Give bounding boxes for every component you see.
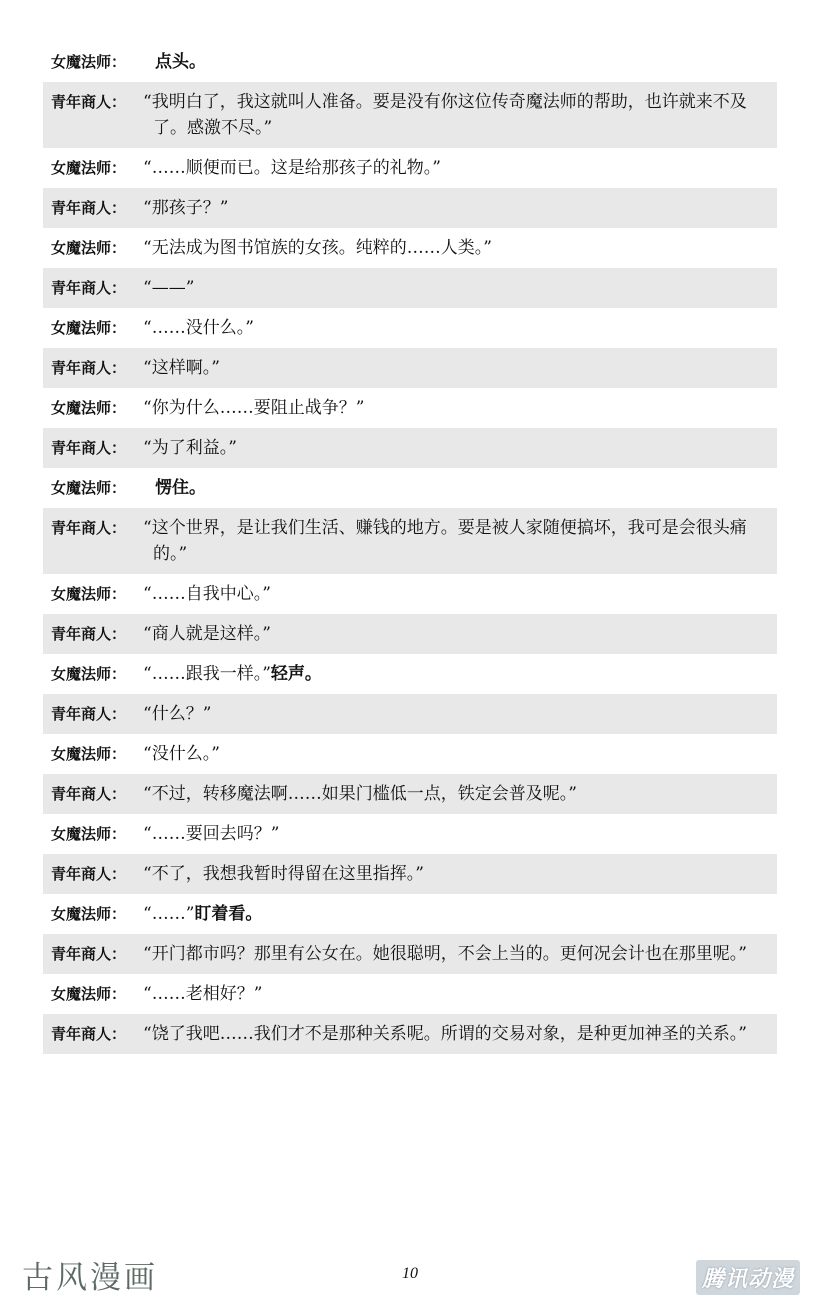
dialogue-text: “什么？” xyxy=(143,704,212,724)
dialogue-line xyxy=(143,395,777,421)
speaker-label: 女魔法师： xyxy=(51,319,127,337)
dialogue-row xyxy=(43,854,777,894)
dialogue-text: “……没什么。” xyxy=(143,318,254,338)
speaker-label: 青年商人： xyxy=(51,359,127,377)
speaker-label: 青年商人： xyxy=(51,439,127,457)
stage-direction: 愣住。 xyxy=(155,478,206,498)
dialogue-line xyxy=(143,741,777,767)
dialogue-row xyxy=(43,228,777,268)
dialogue-text: “……要回去吗？” xyxy=(143,824,280,844)
stage-direction: 点头。 xyxy=(155,52,206,72)
dialogue-text: “那孩子？” xyxy=(143,198,229,218)
dialogue-script xyxy=(43,42,777,1054)
dialogue-line xyxy=(143,275,777,301)
dialogue-line xyxy=(143,315,777,341)
dialogue-text: “这个世界，是让我们生活、赚钱的地方。要是被人家随便搞坏，我可是会很头痛的。” xyxy=(143,518,747,564)
dialogue-line xyxy=(143,581,777,607)
dialogue-row xyxy=(43,934,777,974)
dialogue-row xyxy=(43,348,777,388)
dialogue-row xyxy=(43,308,777,348)
dialogue-text: “饶了我吧……我们才不是那种关系呢。所谓的交易对象，是种更加神圣的关系。” xyxy=(143,1024,747,1044)
dialogue-row xyxy=(43,974,777,1014)
dialogue-row xyxy=(43,508,777,574)
watermark-right: 腾讯动漫 xyxy=(696,1260,800,1295)
dialogue-row xyxy=(43,654,777,694)
dialogue-line xyxy=(143,355,777,381)
dialogue-line xyxy=(143,981,777,1007)
speaker-label: 女魔法师： xyxy=(51,479,127,497)
dialogue-row xyxy=(43,42,777,82)
speaker-label: 女魔法师： xyxy=(51,159,127,177)
dialogue-line xyxy=(143,701,777,727)
dialogue-text: “——” xyxy=(143,278,195,298)
dialogue-text: “商人就是这样。” xyxy=(143,624,271,644)
dialogue-line xyxy=(143,861,777,887)
speaker-label: 青年商人： xyxy=(51,865,127,883)
dialogue-text: “开门都市吗？那里有公女在。她很聪明，不会上当的。更何况会计也在那里呢。” xyxy=(143,944,747,964)
dialogue-row xyxy=(43,388,777,428)
page-number: 10 xyxy=(402,1265,418,1282)
dialogue-text: “……跟我一样。” xyxy=(143,664,271,684)
dialogue-text: “你为什么……要阻止战争？” xyxy=(143,398,365,418)
dialogue-text: “……顺便而已。这是给那孩子的礼物。” xyxy=(143,158,441,178)
dialogue-text: “……老相好？” xyxy=(143,984,263,1004)
dialogue-row xyxy=(43,468,777,508)
dialogue-line xyxy=(143,901,777,927)
speaker-label: 女魔法师： xyxy=(51,985,127,1003)
dialogue-row xyxy=(43,1014,777,1054)
speaker-label: 女魔法师： xyxy=(51,825,127,843)
dialogue-line xyxy=(143,515,777,567)
speaker-label: 青年商人： xyxy=(51,785,127,803)
dialogue-line xyxy=(143,821,777,847)
dialogue-line xyxy=(143,1021,777,1047)
speaker-label: 青年商人： xyxy=(51,93,127,111)
stage-direction: 轻声。 xyxy=(270,664,322,684)
speaker-label: 青年商人： xyxy=(51,705,127,723)
dialogue-line xyxy=(143,49,777,75)
dialogue-line xyxy=(143,475,777,501)
dialogue-line xyxy=(143,155,777,181)
speaker-label: 青年商人： xyxy=(51,945,127,963)
dialogue-line xyxy=(143,621,777,647)
dialogue-text: “我明白了，我这就叫人准备。要是没有你这位传奇魔法师的帮助，也许就来不及了。感激不尽。” xyxy=(143,92,747,138)
speaker-label: 女魔法师： xyxy=(51,665,127,683)
dialogue-row xyxy=(43,734,777,774)
speaker-label: 女魔法师： xyxy=(51,53,127,71)
dialogue-row xyxy=(43,614,777,654)
speaker-label: 青年商人： xyxy=(51,199,127,217)
dialogue-line xyxy=(143,195,777,221)
dialogue-line xyxy=(143,781,777,807)
dialogue-row xyxy=(43,574,777,614)
dialogue-row xyxy=(43,774,777,814)
dialogue-line xyxy=(143,89,777,141)
dialogue-row xyxy=(43,814,777,854)
dialogue-row xyxy=(43,268,777,308)
dialogue-text: “不过，转移魔法啊……如果门槛低一点，铁定会普及呢。” xyxy=(143,784,577,804)
speaker-label: 女魔法师： xyxy=(51,745,127,763)
speaker-label: 女魔法师： xyxy=(51,585,127,603)
dialogue-text: “……自我中心。” xyxy=(143,584,271,604)
watermark-left: 古风漫画 xyxy=(22,1260,158,1296)
speaker-label: 青年商人： xyxy=(51,279,127,297)
dialogue-text: “没什么。” xyxy=(143,744,220,764)
dialogue-text: “这样啊。” xyxy=(143,358,220,378)
speaker-label: 女魔法师： xyxy=(51,905,127,923)
speaker-label: 青年商人： xyxy=(51,1025,127,1043)
dialogue-row xyxy=(43,894,777,934)
dialogue-line xyxy=(143,941,777,967)
stage-direction: 盯着看。 xyxy=(194,904,263,924)
dialogue-row xyxy=(43,694,777,734)
dialogue-row xyxy=(43,428,777,468)
dialogue-row xyxy=(43,188,777,228)
dialogue-text: “不了，我想我暂时得留在这里指挥。” xyxy=(143,864,424,884)
dialogue-text: “为了利益。” xyxy=(143,438,237,458)
speaker-label: 女魔法师： xyxy=(51,399,127,417)
dialogue-line xyxy=(143,661,777,687)
dialogue-text: “……” xyxy=(143,904,195,924)
dialogue-row xyxy=(43,82,777,148)
dialogue-text: “无法成为图书馆族的女孩。纯粹的……人类。” xyxy=(143,238,492,258)
dialogue-line xyxy=(143,435,777,461)
speaker-label: 青年商人： xyxy=(51,519,127,537)
dialogue-line xyxy=(143,235,777,261)
speaker-label: 青年商人： xyxy=(51,625,127,643)
dialogue-row xyxy=(43,148,777,188)
speaker-label: 女魔法师： xyxy=(51,239,127,257)
